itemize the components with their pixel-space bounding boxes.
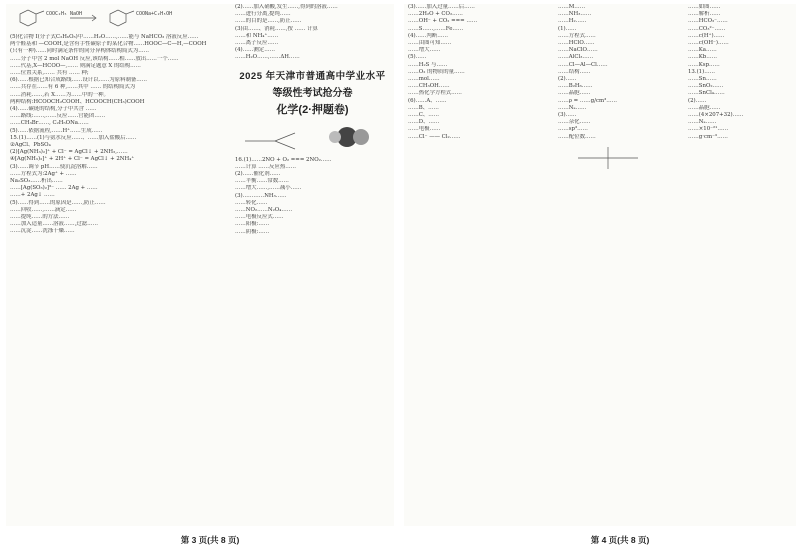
text-line: ……进行分离,提纯…… xyxy=(235,11,291,18)
right-page xyxy=(404,4,796,526)
text-line: ……热化学方程式…… xyxy=(408,90,462,97)
text-line: (3)…………NH₃…… xyxy=(235,192,287,199)
text-line: ……离子反应…… xyxy=(235,40,279,47)
text-line: ……电极反应式…… xyxy=(235,214,284,221)
text-line: ……阴极:…… xyxy=(235,228,270,235)
text-line: ……×10⁻²¹…… xyxy=(688,126,729,133)
text-line: ……位置关系,…… 共有 …… 种; xyxy=(10,70,89,77)
text-line: ……B₂H₆…… xyxy=(558,83,593,90)
text-line: Na₂SO₃……析出…… xyxy=(10,178,63,185)
text-line: (2)……催化剂…… xyxy=(235,171,281,178)
molecule-diagram xyxy=(10,6,220,32)
text-line: (只有一种)……同时满足条件的同分异构体结构简式为…… xyxy=(10,48,149,55)
text-line: ……CO₃²⁻…… xyxy=(688,25,726,32)
text-line: ……ρ = ……g/cm³…… xyxy=(558,97,618,104)
text-line: ……2H₂O + CO₂…… xyxy=(408,11,463,18)
text-line: ……HClO…… xyxy=(558,40,595,47)
text-line: 15.(1)……(1)与氨水反应……、……加入盐酸后…… xyxy=(10,134,137,141)
text-line: ……NaClO…… xyxy=(558,47,598,54)
text-line: (5)……依据流程,……H⁺……生成…… xyxy=(10,127,103,134)
page-number-right: 第 4 页(共 8 页) xyxy=(590,535,650,545)
text-line: ……AlCl₃…… xyxy=(558,54,594,61)
text-line: ……C、…… xyxy=(408,112,440,119)
text-line: 两种结构:HCOOCH₂COOH、HCOOCH(CH₃)COOH xyxy=(10,98,145,105)
text-line: ……NH₃…… xyxy=(558,11,592,18)
exam-title-block xyxy=(235,68,390,117)
text-line: ……沉淀……洗涤干燥…… xyxy=(10,228,75,235)
text-line: ……回收……,……滴定…… xyxy=(10,206,77,213)
text-line: ……提纯……的方法…… xyxy=(10,214,70,221)
text-line: (4)……碳链的结构,分子中共含 …… xyxy=(10,106,97,113)
text-line: ……分子中含 2 mol NaOH 反应,该结构……相……放出……一个…… xyxy=(10,55,179,62)
text-line: (3)……加入过量……后…… xyxy=(408,4,475,10)
text-line: ……平衡……常数…… xyxy=(235,178,289,185)
column-3-text xyxy=(408,4,550,141)
text-line: ……H₂S 与…… xyxy=(408,61,448,68)
left-page xyxy=(6,4,394,526)
text-line: ……计算 ……反应热…… xyxy=(235,163,297,170)
text-line: ……[Ag(SO₃)₂]³⁻ …… 2Ag + …… xyxy=(10,185,98,192)
text-line: ……CH₃OH…… xyxy=(408,83,450,90)
page-number-left: 第 3 页(共 8 页) xyxy=(180,535,240,545)
column-5 xyxy=(684,4,796,526)
text-line: ……配位数…… xyxy=(558,133,596,140)
text-line: ……阳极:…… xyxy=(235,221,270,228)
text-line: (5)……得到……的原因是……,防止…… xyxy=(10,199,106,206)
column-4 xyxy=(554,4,684,526)
exam-title-line3: 化学(2·押题卷) xyxy=(276,103,349,116)
svg-text:COOC₂H₅: COOC₂H₅ xyxy=(46,11,68,17)
text-line: ……sp³…… xyxy=(558,126,588,133)
text-line: (3)由……、消耗……,按 …… 计算 xyxy=(235,25,318,32)
text-line: ……M…… xyxy=(558,4,586,10)
text-line: (3)…… xyxy=(558,112,577,119)
text-line: ……结构…… xyxy=(558,68,591,75)
text-line: ……转化…… xyxy=(235,199,268,206)
column-5-text xyxy=(688,4,792,141)
text-line: ……S……,……Fe…… xyxy=(408,25,464,32)
text-line: ……方程式为:2Ag⁺ + …… xyxy=(10,170,77,177)
text-line: ……如图…… xyxy=(688,4,721,10)
text-line: (2)……加入硝酸,发生……,得到的溶液…… xyxy=(235,4,338,10)
text-line: ……晶胞…… xyxy=(688,104,721,111)
text-line: ……Ksp…… xyxy=(688,61,720,68)
exam-title-line2: 等级性考试抢分卷 xyxy=(272,87,353,99)
text-line: 16.(1)……2NO + O₂ === 2NO₂…… xyxy=(235,156,332,163)
text-line: ……OH⁻ + CO₂ === …… xyxy=(408,18,478,25)
text-line: ……SnO₂…… xyxy=(688,83,724,90)
text-line: ……增大……,……减小…… xyxy=(235,185,302,192)
text-line: ④[Ag(NH₃)₂]⁺ + 2H⁺ + Cl⁻ = AgCl↓ + 2NH₄⁺ xyxy=(10,156,135,163)
column-4-text xyxy=(558,4,680,141)
text-line: ……路线:……,……反应……官能团…… xyxy=(10,113,106,120)
text-line: ……杂化…… xyxy=(558,119,591,126)
text-line: ……增大…… xyxy=(408,47,441,54)
text-line: ……c(H⁺)…… xyxy=(688,32,725,39)
column-2 xyxy=(231,4,394,526)
text-line: ……g·cm⁻³…… xyxy=(688,133,728,140)
text-line: ……CH₃Br……, C₂H₅ONa…… xyxy=(10,120,89,127)
text-line: ……方程式…… xyxy=(558,32,596,39)
text-line: ②AgCl、PbSO₄ xyxy=(10,142,51,149)
text-line: ……(4×207+32)…… xyxy=(688,112,744,119)
text-line: ……加入适量……溶液……,过滤…… xyxy=(10,221,98,228)
text-line: ……+ 2Ag↓ …… xyxy=(10,192,55,199)
text-line: (3)……调节 pH……使沉淀溶解…… xyxy=(10,163,98,170)
text-line: ……H₂O……,……ΔH…… xyxy=(235,54,300,61)
text-line: ……Ka…… xyxy=(688,47,717,54)
text-line: ……Cl⁻ —— Cl₂…… xyxy=(408,133,461,140)
text-line: ……Cl—Al—Cl…… xyxy=(558,61,608,68)
column-1 xyxy=(6,4,231,526)
column-1-text xyxy=(10,34,227,236)
text-line: (1)…… xyxy=(558,25,577,32)
text-line: ……HCO₃⁻…… xyxy=(688,18,728,25)
text-line: ……电极…… xyxy=(408,126,441,133)
text-line: (4)……测定…… xyxy=(235,47,275,54)
text-line: ……B、…… xyxy=(408,104,439,111)
column-2-text-top xyxy=(235,4,390,62)
text-line: ……由图可知…… xyxy=(408,40,452,47)
text-line: 两个醛基和 —COOH,是含有手性碳原子的某化合物……HOOC—C—H,—COOH xyxy=(10,41,207,48)
text-line: ……SnCl₄…… xyxy=(688,90,725,97)
text-line: ……NO₂……N₂O₄…… xyxy=(235,207,293,214)
text-line: ……和 NH₄⁺…… xyxy=(235,32,279,39)
text-line: ……消耗……,若 X……为……中的一种。 xyxy=(10,91,109,98)
text-line: ……c(OH⁻)…… xyxy=(688,40,729,47)
text-line: (4)……判断…… xyxy=(408,32,448,39)
crystal-cell-diagram xyxy=(235,121,385,155)
text-line: (6)……A、…… xyxy=(408,97,447,104)
svg-text:NaOH: NaOH xyxy=(70,11,83,17)
text-line: (2)…… xyxy=(558,76,577,83)
text-line: (5)…… xyxy=(408,54,427,61)
exam-title-line1: 2025 年天津市普通高中学业水平 xyxy=(239,70,386,82)
text-line: ……代基,X—HCOO—,…… 则满足题意 X 的结构…… xyxy=(10,62,141,69)
text-line: ……D、…… xyxy=(408,119,440,126)
text-line: ……Nₐ…… xyxy=(688,119,717,126)
column-2-text-bottom xyxy=(235,157,390,236)
text-line: ……Kb…… xyxy=(688,54,718,61)
text-line: ……mol…… xyxy=(408,76,440,83)
text-line: ……晶胞…… xyxy=(558,90,591,97)
text-line: ……Nₐ…… xyxy=(558,104,587,111)
lattice-diagram xyxy=(558,143,678,173)
svg-text:COONa+C₂H₅OH: COONa+C₂H₅OH xyxy=(136,11,173,17)
text-line: ……的目的是……,防止…… xyxy=(235,18,302,25)
text-line: (5)化合物 I(分子式C₃H₆O₃)中……H₂O……,……能与 NaHCO₃ 溶液反应…… xyxy=(10,34,199,40)
text-line: (6)……根据已知合成路线……设计以……为原料制备…… xyxy=(10,77,148,84)
text-line: 13.(1)…… xyxy=(688,68,715,75)
text-line: ……解析…… xyxy=(688,11,721,18)
text-line: ……共存在……有 6 种,……其中 …… 的结构简式为 xyxy=(10,84,136,91)
column-3 xyxy=(404,4,554,526)
text-line: (2)…… xyxy=(688,97,707,104)
text-line: (2)[Ag(NH₃)₂]⁺ + Cl⁻ = AgCl↓ + 2NH₃,…… xyxy=(10,149,128,156)
text-line: ……H₂…… xyxy=(558,18,587,25)
text-line: ……O₂ 的物质的量…… xyxy=(408,68,465,75)
text-line: ……Sn…… xyxy=(688,76,717,83)
